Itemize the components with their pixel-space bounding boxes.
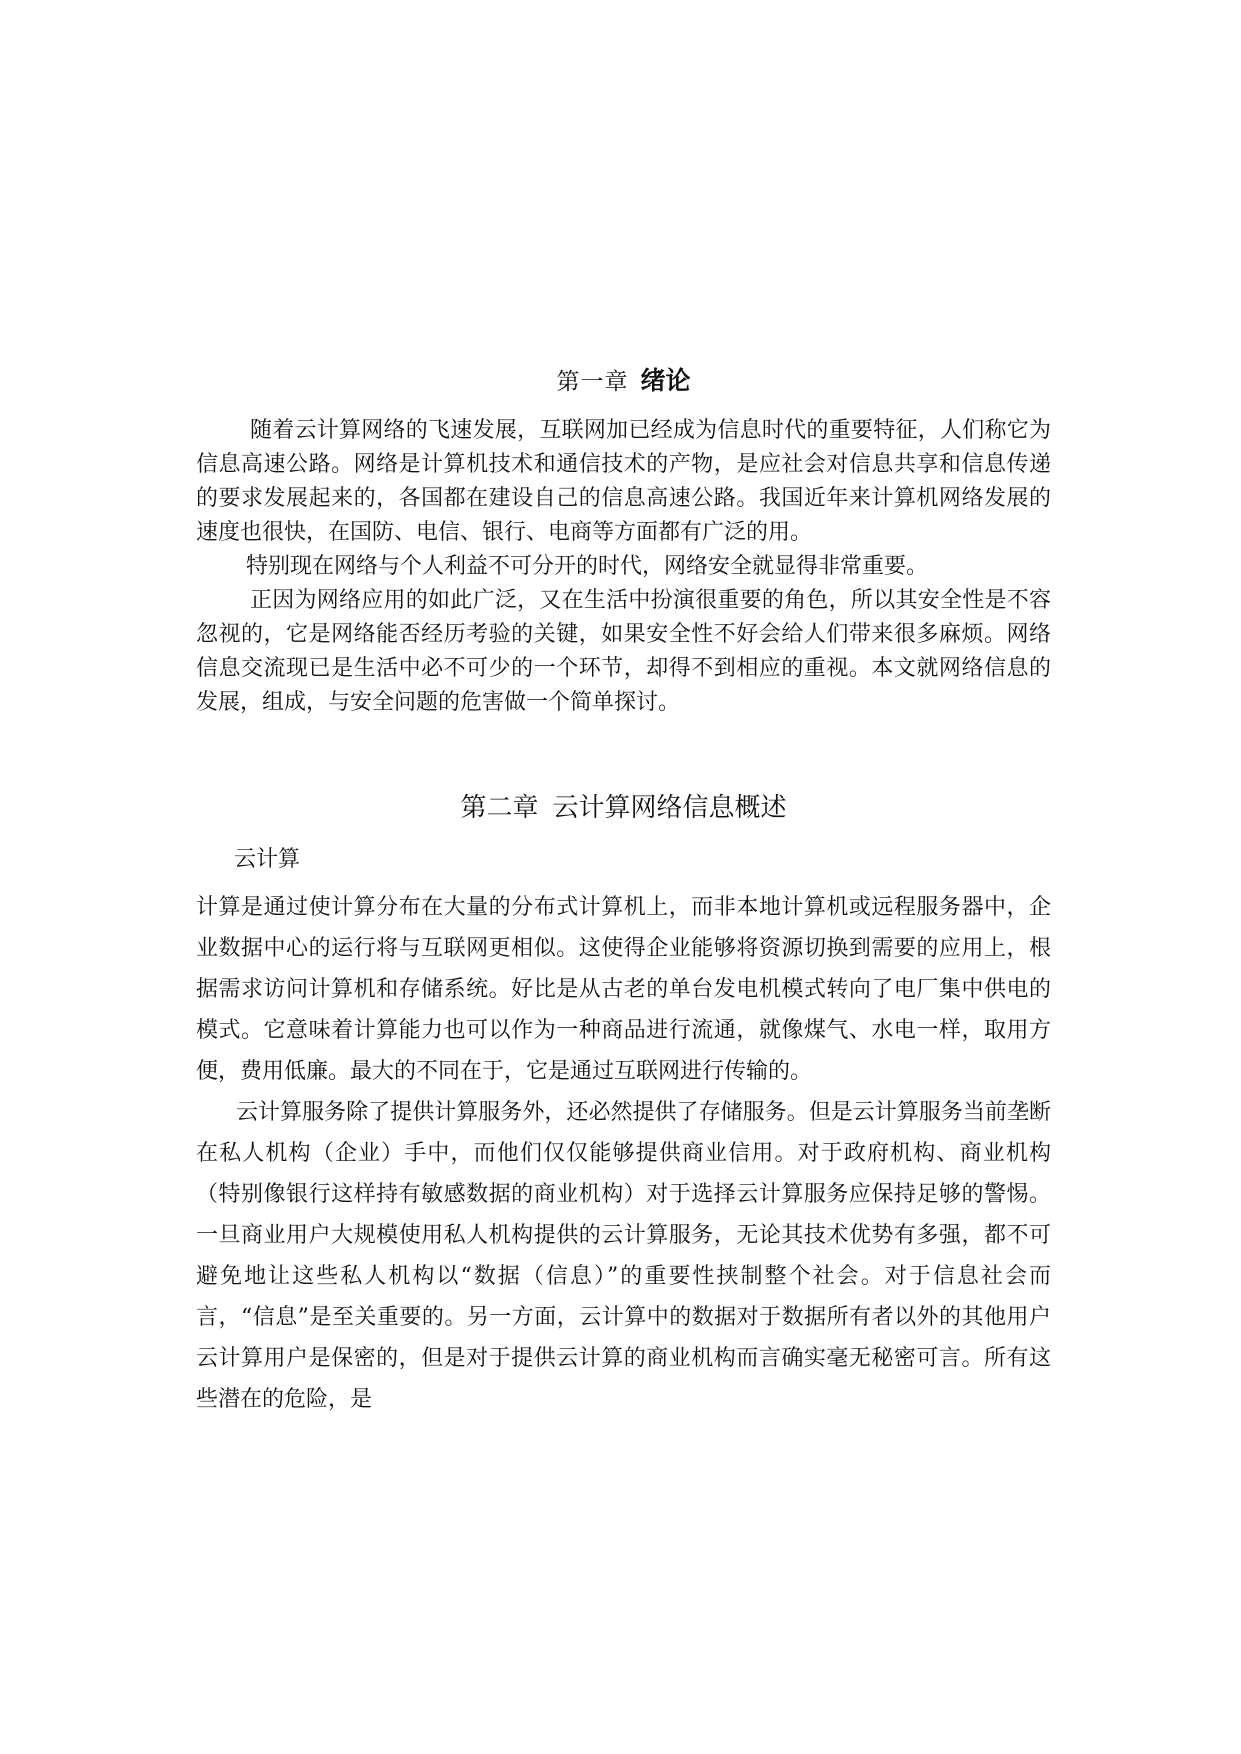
paragraph: 云计算服务除了提供计算服务外，还必然提供了存储服务。但是云计算服务当前垄断在私人机构（企业）手中，而他们仅仅能够提供商业信用。对于政府机构、商业机构（特别像银行这样持有敏感数据的商业机构）对于选择云计算服务应保持足够的警惕。一旦商业用户大规模使用私人机构提供的云计算服务，无论其技术优势有多强，都不可避免地让这些私人机构以“数据（信息）”的重要性挟制整个社会。对于信息社会而言，“信息”是至关重要的。另一方面，云计算中的数据对于数据所有者以外的其他用户云计算用户是保密的，但是对于提供云计算的商业机构而言确实毫无秘密可言。所有这些潜在的危险，是 bbox=[196, 1100, 1051, 1412]
paragraph: 正因为网络应用的如此广泛，又在生活中扮演很重要的角色，所以其安全性是不容忽视的，它是网络能否经历考验的关键，如果安全性不好会给人们带来很多麻烦。网络信息交流现已是生活中必不可少的一个环节，却得不到相应的重视。本文就网络信息的发展，组成，与安全问题的危害做一个简单探讨。 bbox=[196, 588, 1051, 715]
chapter1-label: 第一章 bbox=[556, 369, 629, 395]
paragraph: 计算是通过使计算分布在大量的分布式计算机上，而非本地计算机或远程服务器中，企业数据中心的运行将与互联网更相似。这使得企业能够将资源切换到需要的应用上，根据需求访问计算机和存储系统。好比是从古老的单台发电机模式转向了电厂集中供电的模式。它意味着计算能力也可以作为一种商品进行流通，就像煤气、水电一样，取用方便，费用低廉。最大的不同在于，它是通过互联网进行传输的。 bbox=[196, 895, 1051, 1084]
paragraph: 特别现在网络与个人利益不可分开的时代，网络安全就显得非常重要。 bbox=[246, 554, 929, 579]
paragraph: 随着云计算网络的飞速发展，互联网加已经成为信息时代的重要特征，人们称它为信息高速公路。网络是计算机技术和通信技术的产物，是应社会对信息共享和信息传递的要求发展起来的，各国都在建设自己的信息高速公路。我国近年来计算机网络发展的速度也很快，在国防、电信、银行、电商等方面都有广泛的用。 bbox=[196, 418, 1051, 545]
chapter2-title: 云计算网络信息概述 bbox=[552, 793, 787, 823]
chapter1-heading bbox=[196, 364, 1051, 399]
chapter1-body bbox=[196, 414, 1051, 720]
chapter2-heading bbox=[196, 788, 1051, 828]
chapter1-title: 绪论 bbox=[640, 366, 691, 395]
chapter2-label: 第二章 bbox=[460, 793, 539, 823]
section-subheading: 云计算 bbox=[234, 847, 301, 872]
chapter2-body bbox=[196, 887, 1051, 1420]
